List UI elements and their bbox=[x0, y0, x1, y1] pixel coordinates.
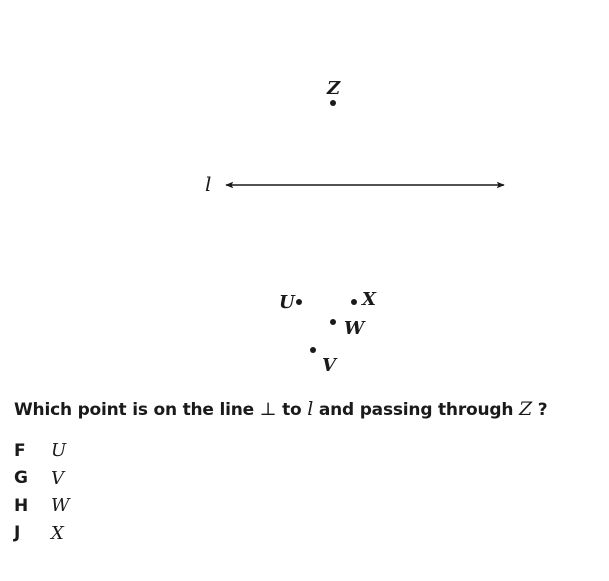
choice-value: X bbox=[51, 522, 64, 544]
choice-g[interactable] bbox=[14, 465, 70, 493]
question-to: to bbox=[282, 400, 302, 420]
choice-value: W bbox=[51, 495, 70, 517]
question-middle: and passing through bbox=[318, 400, 514, 420]
question-prefix: Which point is on the line bbox=[14, 400, 254, 420]
point-x bbox=[351, 299, 357, 305]
choice-letter: G bbox=[14, 468, 28, 489]
choice-value: U bbox=[51, 440, 67, 462]
point-v-label: V bbox=[322, 355, 336, 376]
answer-choices bbox=[14, 437, 70, 547]
choice-letter: F bbox=[14, 440, 26, 461]
point-z bbox=[330, 100, 336, 106]
choice-value: V bbox=[51, 467, 64, 489]
point-w-label: W bbox=[344, 318, 365, 339]
point-u-label: U bbox=[279, 292, 295, 313]
point-v bbox=[310, 347, 316, 353]
choice-f[interactable] bbox=[14, 437, 70, 465]
question-suffix: ? bbox=[537, 400, 548, 420]
point-x-label: X bbox=[362, 289, 376, 310]
question-text bbox=[14, 398, 547, 420]
choice-letter: H bbox=[14, 495, 29, 516]
perpendicular-symbol: ⊥ bbox=[259, 399, 277, 420]
point-z-label: Z bbox=[327, 78, 341, 99]
question-line-name: l bbox=[307, 398, 314, 420]
line-l-label: l bbox=[205, 172, 212, 196]
choice-j[interactable] bbox=[14, 520, 70, 548]
question-point-name: Z bbox=[519, 398, 533, 420]
choice-h[interactable] bbox=[14, 492, 70, 520]
point-w bbox=[330, 319, 336, 325]
choice-letter: J bbox=[14, 523, 21, 544]
point-u bbox=[296, 299, 302, 305]
